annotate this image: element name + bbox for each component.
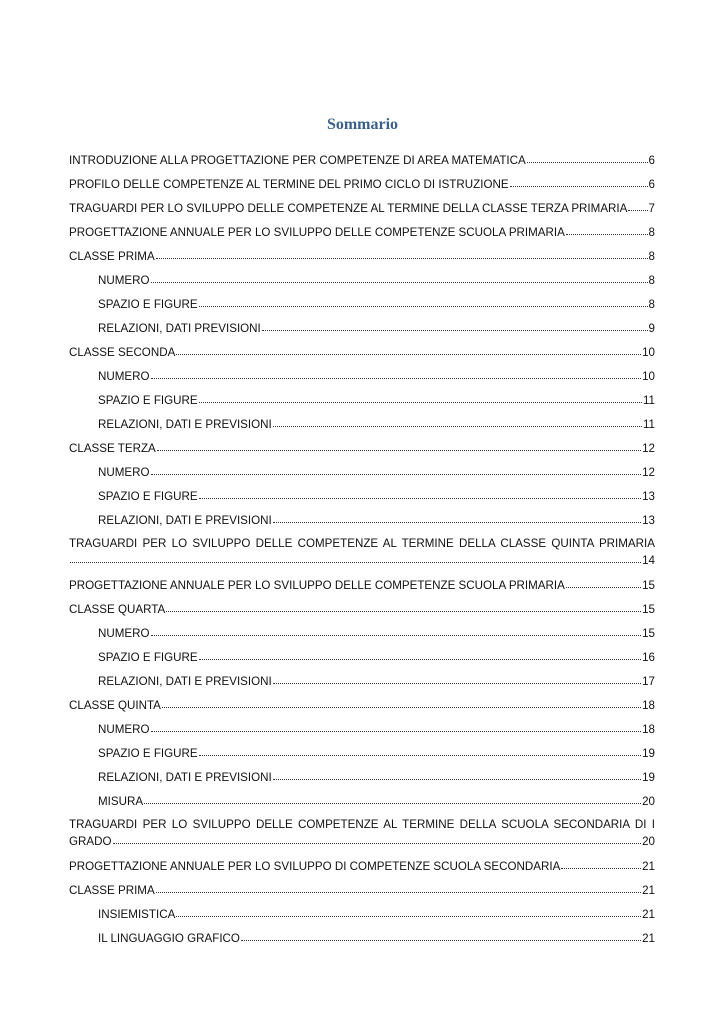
dot-leader [70, 551, 641, 563]
toc-entry-page-number: 17 [642, 675, 655, 688]
toc-entry-label: NUMERO [98, 723, 150, 736]
toc-entry[interactable] [69, 200, 655, 216]
toc-entry-page-number: 8 [648, 274, 655, 287]
dot-leader [262, 319, 648, 331]
dot-leader [527, 151, 648, 163]
toc-entry[interactable] [69, 721, 655, 737]
dot-leader [166, 600, 641, 612]
dot-leader [157, 439, 641, 451]
toc-entry-page-number: 20 [642, 795, 655, 808]
toc-entry-label: TRAGUARDI PER LO SVILUPPO DELLE COMPETENZE AL TERMINE DELLA CLASSE QUINTA PRIMARIA [69, 537, 655, 550]
toc-entry-page-number: 8 [648, 298, 655, 311]
toc-entry-page-number: 19 [642, 771, 655, 784]
toc-entry-label: CLASSE PRIMA [69, 250, 155, 263]
toc-entry-page-number: 8 [648, 226, 655, 239]
toc-entry-label: INTRODUZIONE ALLA PROGETTAZIONE PER COMPETENZE DI AREA MATEMATICA [69, 154, 526, 167]
toc-entry[interactable] [69, 464, 655, 480]
toc-entry-page-number: 16 [642, 651, 655, 664]
toc-entry-label: CLASSE QUARTA [69, 603, 166, 616]
toc-entry-label: CLASSE TERZA [69, 442, 156, 455]
toc-entry-page-number: 7 [648, 202, 655, 215]
toc-entry-label: TRAGUARDI PER LO SVILUPPO DELLE COMPETENZE AL TERMINE DELLA CLASSE TERZA PRIMARIA [69, 202, 628, 215]
toc-entry[interactable] [69, 440, 655, 456]
dot-leader [199, 744, 641, 756]
toc-entry-page-number: 10 [642, 370, 655, 383]
toc-entry-page-number: 21 [642, 908, 655, 921]
toc-entry[interactable] [69, 176, 655, 192]
toc-entry-label: NUMERO [98, 627, 150, 640]
toc-entry-label: MISURA [98, 795, 144, 808]
table-of-contents [69, 152, 655, 954]
toc-entry[interactable] [69, 248, 655, 264]
dot-leader [273, 415, 642, 427]
toc-entry-label: SPAZIO E FIGURE [98, 394, 198, 407]
toc-entry[interactable] [69, 858, 655, 874]
toc-entry-label: PROFILO DELLE COMPETENZE AL TERMINE DEL PRIMO CICLO DI ISTRUZIONE [69, 178, 509, 191]
toc-entry-page-number: 13 [642, 514, 655, 527]
dot-leader [176, 343, 641, 355]
toc-entry-label: RELAZIONI, DATI E PREVISIONI [98, 418, 272, 431]
dot-leader [176, 905, 641, 917]
dot-leader [273, 768, 641, 780]
toc-entry[interactable] [69, 344, 655, 360]
toc-entry-label: CLASSE PRIMA [69, 884, 155, 897]
toc-entry-page-number: 10 [642, 346, 655, 359]
toc-entry[interactable] [69, 906, 655, 922]
toc-entry-label: NUMERO [98, 274, 150, 287]
toc-entry[interactable] [69, 745, 655, 761]
toc-entry-label: RELAZIONI, DATI PREVISIONI [98, 322, 261, 335]
toc-title: Sommario [326, 116, 399, 133]
toc-entry-page-number: 13 [642, 490, 655, 503]
toc-entry[interactable] [69, 577, 655, 593]
toc-entry-page-number: 21 [642, 884, 655, 897]
toc-entry-label: TRAGUARDI PER LO SVILUPPO DELLE COMPETENZE AL TERMINE DELLA SCUOLA SECONDARIA DI I [69, 818, 655, 831]
dot-leader [628, 199, 647, 211]
toc-entry-label: SPAZIO E FIGURE [98, 298, 198, 311]
toc-entry[interactable] [69, 793, 655, 809]
toc-entry-page-number: 21 [642, 860, 655, 873]
toc-entry-label: NUMERO [98, 466, 150, 479]
toc-entry[interactable] [69, 697, 655, 713]
dot-leader [151, 463, 642, 475]
toc-entry-label: CLASSE SECONDA [69, 346, 176, 359]
toc-entry[interactable] [69, 673, 655, 689]
toc-entry-page-number: 15 [642, 603, 655, 616]
toc-entry-page-number: 8 [648, 250, 655, 263]
toc-entry-page-number: 6 [648, 178, 655, 191]
toc-entry-page-number: 15 [642, 579, 655, 592]
toc-entry-page-number: 9 [648, 322, 655, 335]
dot-leader [199, 391, 642, 403]
dot-leader [144, 792, 641, 804]
dot-leader [151, 367, 642, 379]
toc-entry-label: CLASSE QUINTA [69, 699, 161, 712]
toc-entry[interactable] [69, 625, 655, 641]
toc-entry-page-number: 15 [642, 627, 655, 640]
toc-entry-page-number: 11 [642, 418, 655, 431]
toc-entry-label: RELAZIONI, DATI E PREVISIONI [98, 675, 272, 688]
toc-entry[interactable] [69, 368, 655, 384]
dot-leader [566, 223, 648, 235]
dot-leader [151, 624, 642, 636]
dot-leader [199, 295, 648, 307]
dot-leader [113, 832, 642, 844]
toc-entry[interactable] [69, 512, 655, 528]
dot-leader [566, 576, 641, 588]
toc-entry[interactable] [69, 536, 655, 569]
dot-leader [273, 672, 641, 684]
toc-entry-page-number: 11 [642, 394, 655, 407]
toc-entry-page-number: 19 [642, 747, 655, 760]
toc-entry-page-number: 12 [642, 442, 655, 455]
dot-leader [151, 271, 648, 283]
toc-entry-page-number: 21 [642, 932, 655, 945]
dot-leader [156, 881, 641, 893]
toc-entry[interactable] [69, 882, 655, 898]
toc-entry[interactable] [69, 272, 655, 288]
toc-entry-page-number: 14 [642, 554, 655, 567]
toc-entry-label: IL LINGUAGGIO GRAFICO [98, 932, 240, 945]
toc-entry-page-number: 12 [642, 466, 655, 479]
toc-entry-label: RELAZIONI, DATI E PREVISIONI [98, 514, 272, 527]
toc-entry-label: PROGETTAZIONE ANNUALE PER LO SVILUPPO DI COMPETENZE SCUOLA SECONDARIA [69, 860, 561, 873]
dot-leader [241, 929, 641, 941]
toc-entry-label: PROGETTAZIONE ANNUALE PER LO SVILUPPO DELLE COMPETENZE SCUOLA PRIMARIA [69, 226, 565, 239]
toc-entry[interactable] [69, 296, 655, 312]
toc-entry[interactable] [69, 930, 655, 946]
dot-leader [199, 648, 641, 660]
dot-leader [561, 857, 641, 869]
dot-leader [156, 247, 648, 259]
toc-entry-label: INSIEMISTICA [98, 908, 176, 921]
toc-entry[interactable] [69, 769, 655, 785]
toc-entry[interactable] [69, 416, 655, 432]
dot-leader [162, 696, 641, 708]
toc-entry-label: PROGETTAZIONE ANNUALE PER LO SVILUPPO DELLE COMPETENZE SCUOLA PRIMARIA [69, 579, 565, 592]
toc-entry[interactable] [69, 152, 655, 168]
dot-leader [199, 487, 641, 499]
toc-entry-label: RELAZIONI, DATI E PREVISIONI [98, 771, 272, 784]
toc-entry[interactable] [69, 224, 655, 240]
toc-entry-page-number: 18 [642, 723, 655, 736]
toc-entry[interactable] [69, 488, 655, 504]
toc-entry-page-number: 6 [648, 154, 655, 167]
toc-entry-page-number: 20 [642, 835, 655, 848]
toc-entry-label: SPAZIO E FIGURE [98, 747, 198, 760]
toc-entry-page-number: 18 [642, 699, 655, 712]
toc-entry[interactable] [69, 392, 655, 408]
toc-entry[interactable] [69, 601, 655, 617]
dot-leader [273, 511, 641, 523]
toc-entry[interactable] [69, 649, 655, 665]
toc-entry-label: NUMERO [98, 370, 150, 383]
toc-entry[interactable] [69, 320, 655, 336]
dot-leader [510, 175, 648, 187]
toc-entry-label-continued: GRADO [69, 835, 112, 848]
toc-entry-label: SPAZIO E FIGURE [98, 490, 198, 503]
dot-leader [151, 720, 642, 732]
toc-entry-label: SPAZIO E FIGURE [98, 651, 198, 664]
toc-entry[interactable] [69, 817, 655, 850]
